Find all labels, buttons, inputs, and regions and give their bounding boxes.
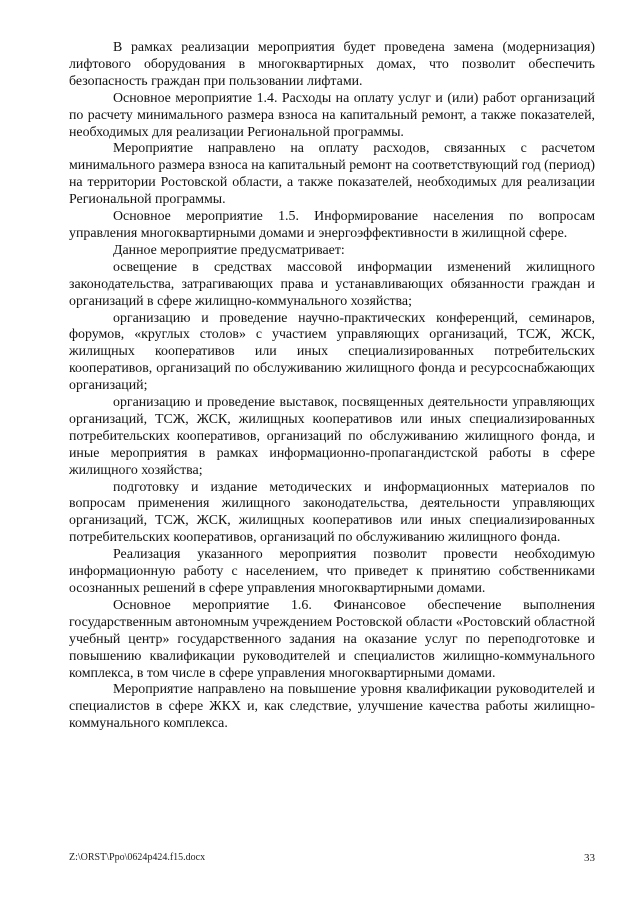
paragraph: В рамках реализации мероприятия будет проведена замена (модернизация) лифтового оборудования в многоквартирных домах, что позволит обеспечить безопасность граждан при пользовании лифтами.: [69, 40, 595, 89]
paragraph: организацию и проведение научно-практических конференций, семинаров, форумов, «круглых столов» с участием управляющих организаций, ТСЖ, ЖСК, жилищных кооперативов или иных специализированных потребительских кооперативов, организаций по обслуживанию жилищного фонда и ресурсоснабжающих организаций;: [69, 310, 595, 394]
paragraph: организацию и проведение выставок, посвященных деятельности управляющих организаций, ТСЖ, ЖСК, жилищных кооперативов или иных специализированных потребительских кооперативов, организаций по обслуживанию жилищного фонда, и иные мероприятия в рамках информационно-пропагандистской работы в сфере жилищного хозяйства;: [69, 395, 595, 478]
paragraph: Основное мероприятие 1.5. Информирование населения по вопросам управления многоквартирными домами и энергоэффективности в жилищной сфере.: [69, 209, 595, 241]
paragraph: Данное мероприятие предусматривает:: [113, 242, 345, 258]
paragraph: Реализация указанного мероприятия позволит провести необходимую информационную работу с населением, что приведет к принятию собственниками осознанных решений в сфере управления многоквартирными домами.: [69, 547, 595, 596]
paragraph: Основное мероприятие 1.6. Финансовое обеспечение выполнения государственным автономным учреждением Ростовской области «Ростовский областной учебный центр» государственного задания на оказание услуг по переподготовке и повышению квалификации руководителей и специалистов жилищно-коммунального комплекса, в том числе в сфере управления многоквартирными домами.: [69, 597, 595, 681]
paragraph: освещение в средствах массовой информации изменений жилищного законодательства, затрагивающих права и устанавливающих обязанности граждан и организаций в сфере жилищно-коммунального хозяйства;: [69, 259, 595, 309]
paragraph: Мероприятие направлено на повышение уровня квалификации руководителей и специалистов в сфере ЖКХ и, как следствие, улучшение качества работы жилищно-коммунального комплекса.: [69, 682, 595, 732]
paragraph: Мероприятие направлено на оплату расходов, связанных с расчетом минимального размера взноса на капитальный ремонт на соответствующий год (период) на территории Ростовской области, а также показателей, необходимых для реализации Региональной программы.: [69, 141, 595, 208]
paragraph: подготовку и издание методических и информационных материалов по вопросам применения жилищного законодательства, деятельности управляющих организаций, ТСЖ, ЖСК, жилищных кооперативов или иных специализированных потребительских кооперативов, организаций по обслуживанию жилищного фонда.: [69, 479, 595, 546]
page-footer: [69, 852, 595, 866]
document-body: [69, 40, 595, 733]
page-number: 33: [584, 852, 595, 864]
paragraph: Основное мероприятие 1.4. Расходы на оплату услуг и (или) работ организаций по расчету минимального размера взноса на капитальный ремонт, а также показателей, необходимых для реализации Региональной программы.: [69, 90, 595, 140]
footer-file-path: Z:\ORST\Ppo\0624p424.f15.docx: [69, 852, 206, 863]
